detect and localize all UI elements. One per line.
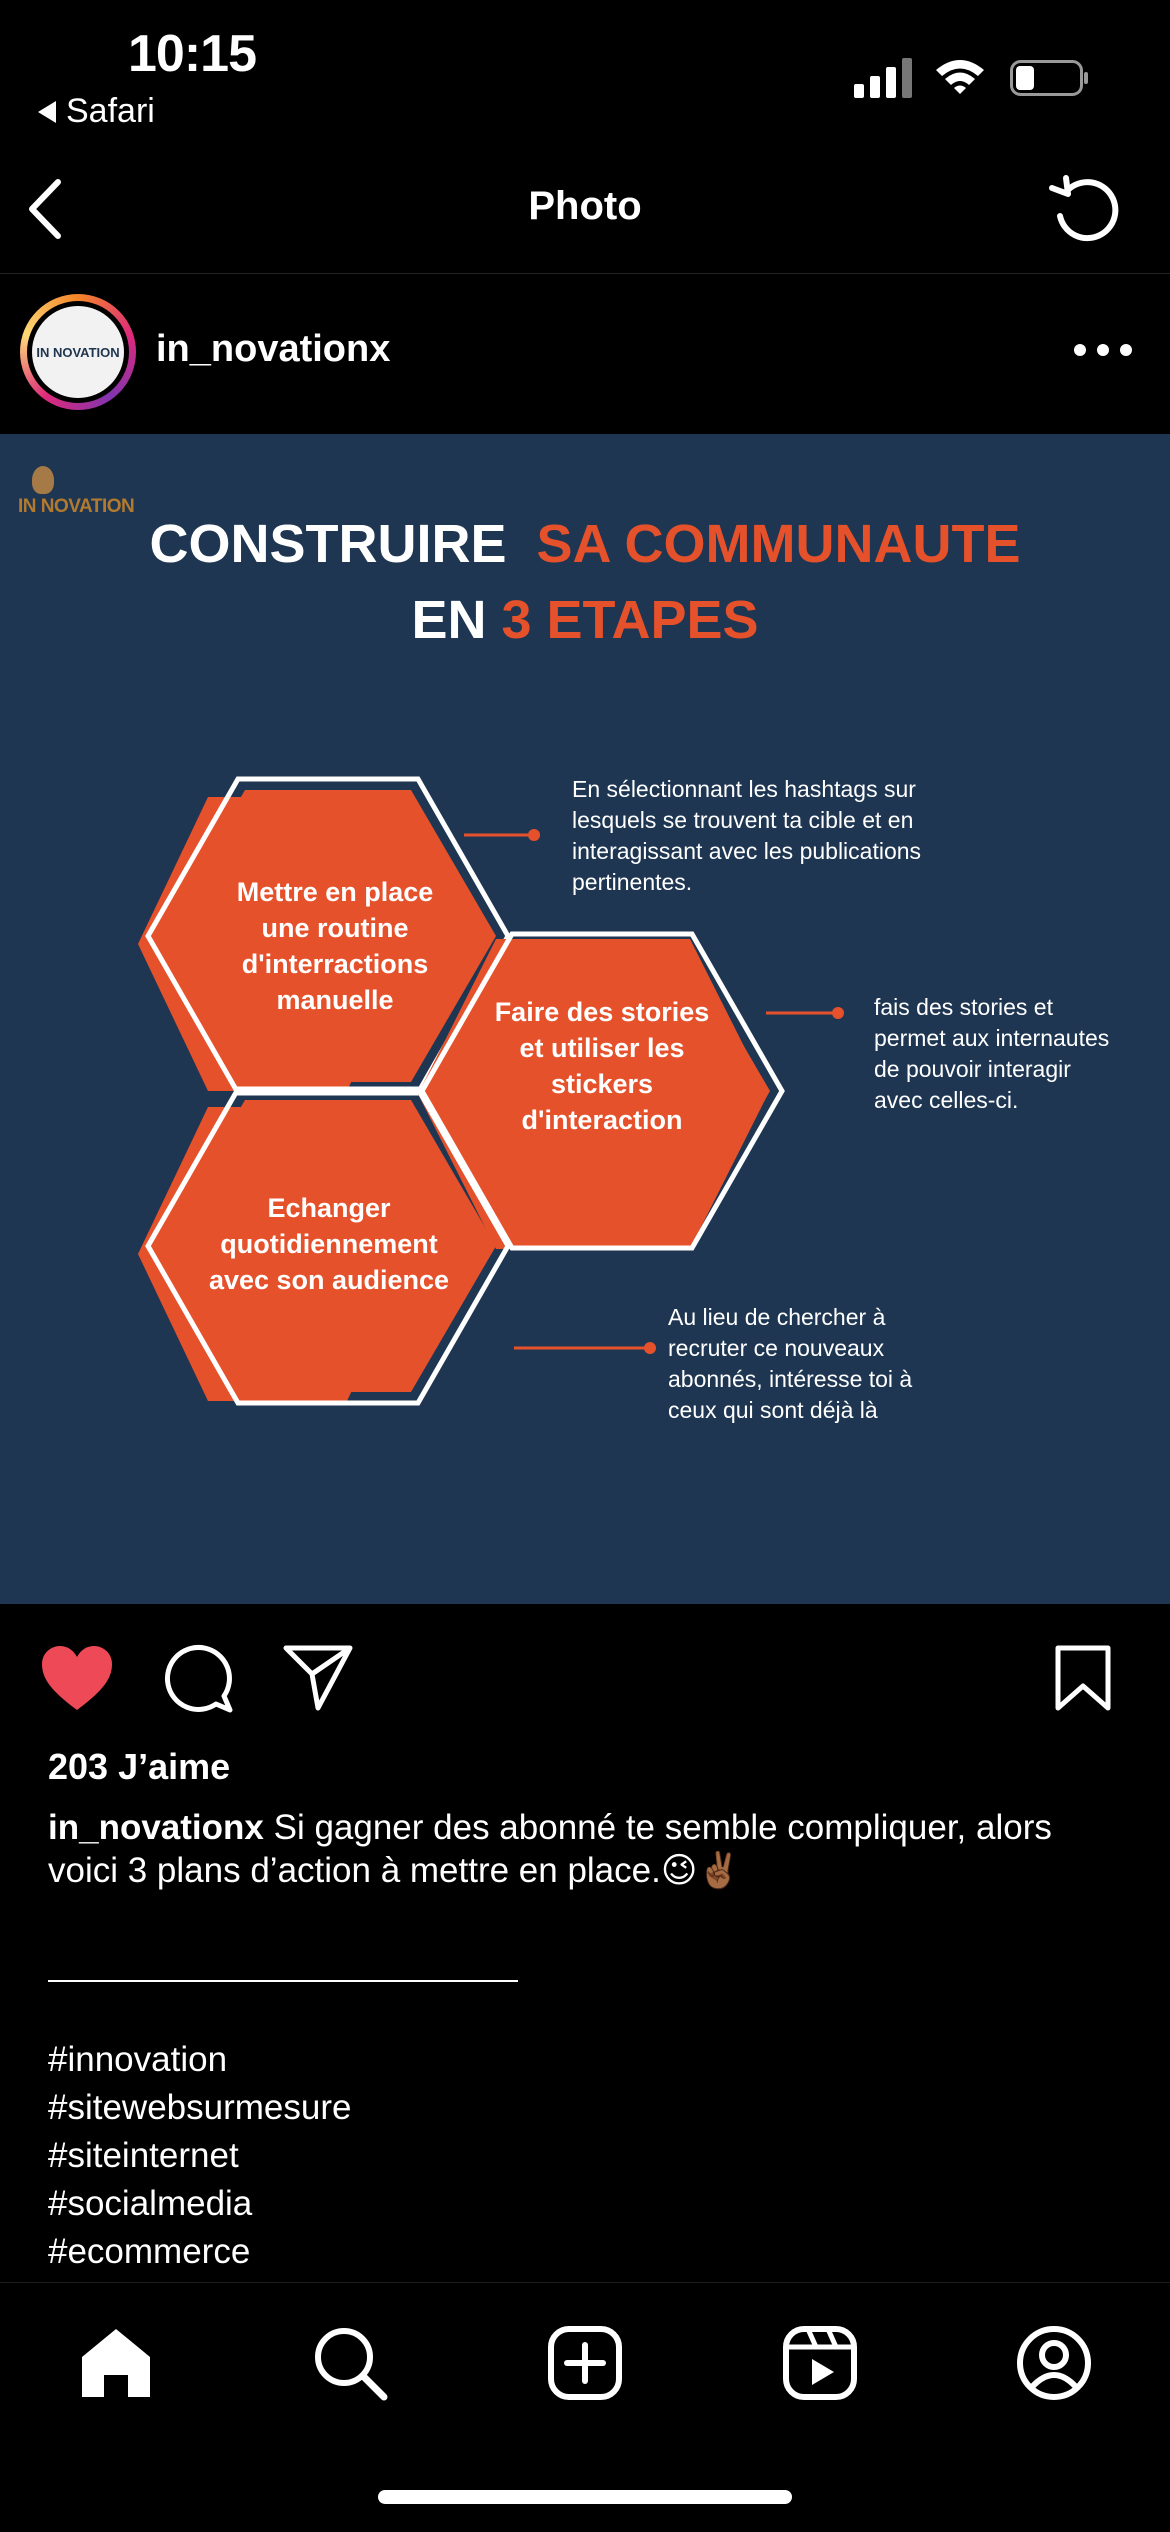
search-icon[interactable]	[310, 2323, 390, 2403]
hexagon-label-2: Faire des stories et utiliser les stickers d'interaction	[494, 997, 710, 1135]
cellular-signal-icon	[854, 58, 914, 98]
hashtag[interactable]: #socialmedia	[48, 2184, 253, 2223]
home-icon[interactable]	[76, 2323, 156, 2403]
battery-icon	[1010, 60, 1090, 96]
title-white-2: EN	[411, 590, 487, 650]
post-image[interactable]	[0, 434, 1170, 1604]
post-actions	[0, 1604, 1170, 1744]
status-bar	[0, 0, 1170, 150]
caption-text: Si gagner des abonné te semble compliquer, alors voici 3 plans d’action à mettre en place.😉✌🏾	[48, 1808, 1052, 1890]
send-icon[interactable]	[282, 1644, 354, 1712]
profile-icon[interactable]	[1014, 2323, 1094, 2403]
caption-username[interactable]: in_novationx	[48, 1808, 264, 1847]
hashtag[interactable]: #sitewebsurmesure	[48, 2088, 352, 2127]
title-orange-2: 3 ETAPES	[501, 590, 759, 650]
back-triangle-icon	[38, 101, 56, 123]
nav-header	[0, 150, 1170, 274]
post-header	[0, 274, 1170, 434]
note-3: Au lieu de chercher à recruter ce nouveaux abonnés, intéresse toi à ceux qui sont déjà là	[668, 1304, 913, 1423]
comment-icon[interactable]	[164, 1644, 234, 1714]
hashtag-list	[48, 2036, 351, 2276]
page-title: Photo	[528, 184, 642, 228]
caption-divider	[48, 1980, 518, 1982]
hashtag[interactable]: #ecommerce	[48, 2232, 251, 2271]
likes-count[interactable]: 203 J’aime	[48, 1746, 231, 1787]
hexagon-label-3: Echanger quotidiennement avec son audience	[208, 1193, 450, 1295]
post-caption	[48, 1806, 1128, 1892]
hexagon-label-1: Mettre en place une routine d'interractions manuelle	[236, 877, 434, 1015]
heart-icon[interactable]	[40, 1644, 114, 1712]
avatar-logo: IN NOVATION	[32, 306, 124, 398]
bookmark-icon[interactable]	[1054, 1644, 1112, 1712]
more-options-icon[interactable]	[1074, 344, 1132, 362]
hashtag[interactable]: #siteinternet	[48, 2136, 239, 2175]
title-orange-1: SA COMMUNAUTE	[536, 514, 1021, 574]
avatar[interactable]	[20, 294, 136, 410]
reels-icon[interactable]	[780, 2323, 860, 2403]
back-app-label: Safari	[66, 92, 155, 130]
add-icon[interactable]	[545, 2323, 625, 2403]
note-1: En sélectionnant les hashtags sur lesquels se trouvent ta cible et en interagissant avec les publications pertinentes.	[572, 776, 922, 895]
title-white-1: CONSTRUIRE	[149, 514, 507, 574]
wifi-icon	[934, 56, 986, 96]
refresh-icon[interactable]	[1046, 170, 1126, 250]
home-indicator[interactable]	[378, 2490, 792, 2504]
image-brand-logo: IN NOVATION	[18, 496, 135, 517]
note-2: fais des stories et permet aux internautes de pouvoir interagir avec celles-ci.	[874, 994, 1110, 1113]
back-to-safari[interactable]	[38, 92, 155, 131]
hashtag[interactable]: #innovation	[48, 2040, 228, 2079]
post-username[interactable]: in_novationx	[156, 328, 391, 370]
status-time: 10:15	[128, 25, 256, 83]
